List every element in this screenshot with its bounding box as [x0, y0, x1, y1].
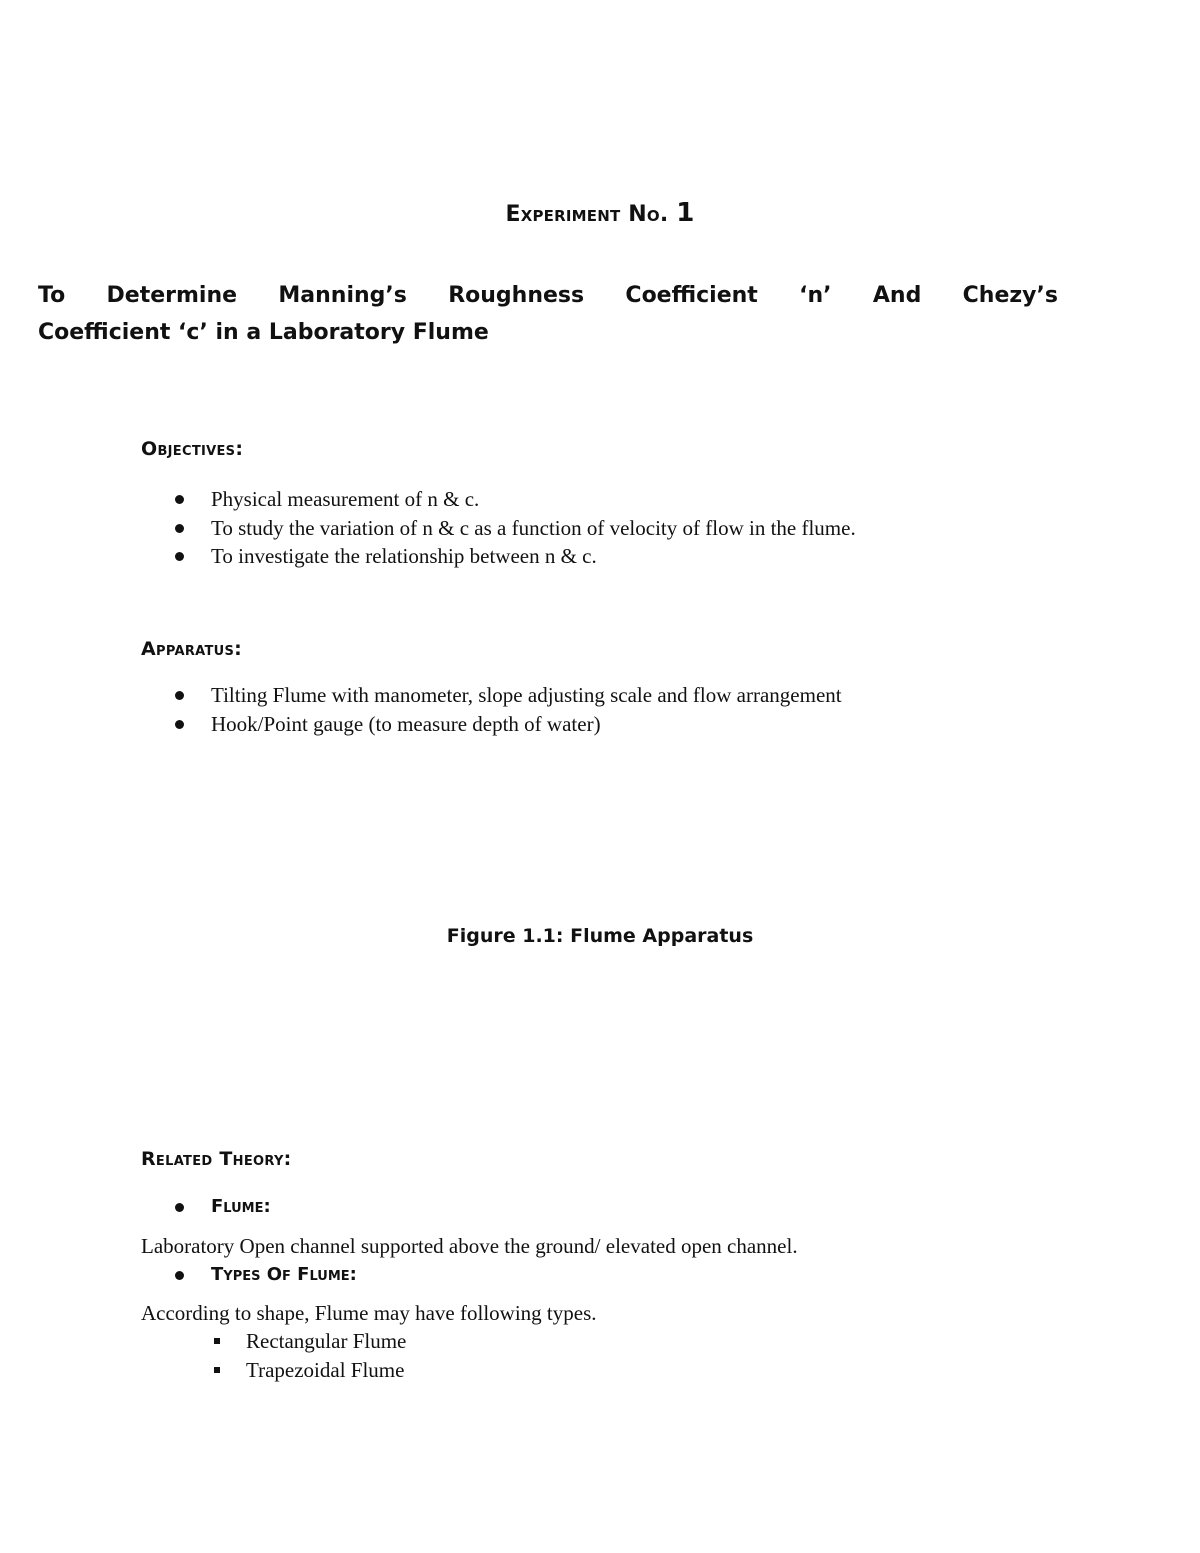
- list-item: [141, 1356, 406, 1385]
- objective-text: To study the variation of n & c as a function of velocity of flow in the flume.: [211, 515, 856, 540]
- experiment-title-text: Experiment No.: [505, 202, 669, 227]
- flume-definition: Laboratory Open channel supported above the ground/ elevated open channel.: [141, 1234, 798, 1258]
- objectives-list: [141, 485, 856, 571]
- experiment-number: 1: [676, 198, 695, 228]
- square-bullet-icon: [214, 1367, 220, 1373]
- bullet-icon: [175, 1203, 184, 1212]
- list-item: [141, 1327, 406, 1356]
- list-item: [141, 485, 856, 514]
- types-heading-text: Types Of Flume:: [211, 1264, 357, 1285]
- bullet-icon: [175, 495, 184, 504]
- objective-text: To investigate the relationship between n & c.: [211, 544, 597, 568]
- flume-type-text: Rectangular Flume: [246, 1329, 407, 1353]
- apparatus-heading: Apparatus:: [141, 638, 243, 660]
- apparatus-text: Tilting Flume with manometer, slope adjusting scale and flow arrangement: [211, 683, 842, 707]
- list-item: [141, 681, 842, 710]
- subtitle-line-2: Coefficient ‘c’ in a Laboratory Flume: [38, 320, 489, 345]
- subtitle-word: To: [38, 283, 66, 308]
- list-item: [141, 542, 856, 571]
- subtitle-word: ‘n’: [799, 283, 832, 308]
- bullet-icon: [175, 552, 184, 561]
- objective-text: Physical measurement of n & c.: [211, 487, 480, 511]
- related-theory-heading: Related Theory:: [141, 1148, 292, 1170]
- flume-type-text: Trapezoidal Flume: [246, 1357, 405, 1382]
- objectives-heading: Objectives:: [141, 438, 244, 460]
- figure-caption: Figure 1.1: Flume Apparatus: [446, 925, 754, 947]
- subtitle-word: Manning’s: [278, 283, 407, 308]
- list-item: [141, 514, 856, 543]
- subtitle-word: Determine: [106, 283, 238, 308]
- flume-heading-text: Flume:: [211, 1196, 271, 1217]
- bullet-icon: [175, 720, 184, 729]
- subtitle-word: Chezy’s: [962, 283, 1058, 308]
- subtitle-word: Coefficient: [625, 283, 758, 308]
- types-intro: According to shape, Flume may have following types.: [141, 1301, 597, 1325]
- bullet-icon: [175, 524, 184, 533]
- apparatus-list: [141, 681, 842, 738]
- apparatus-text: Hook/Point gauge (to measure depth of water): [211, 711, 601, 736]
- flume-types-list: [141, 1327, 406, 1384]
- experiment-title: [0, 198, 1200, 228]
- bullet-icon: [175, 691, 184, 700]
- experiment-subtitle: [38, 277, 1058, 351]
- subtitle-line-1: [38, 277, 1058, 314]
- bullet-icon: [175, 1271, 184, 1280]
- square-bullet-icon: [214, 1338, 220, 1344]
- list-item: [141, 710, 842, 739]
- subtitle-word: Roughness: [448, 283, 585, 308]
- subtitle-word: And: [872, 283, 922, 308]
